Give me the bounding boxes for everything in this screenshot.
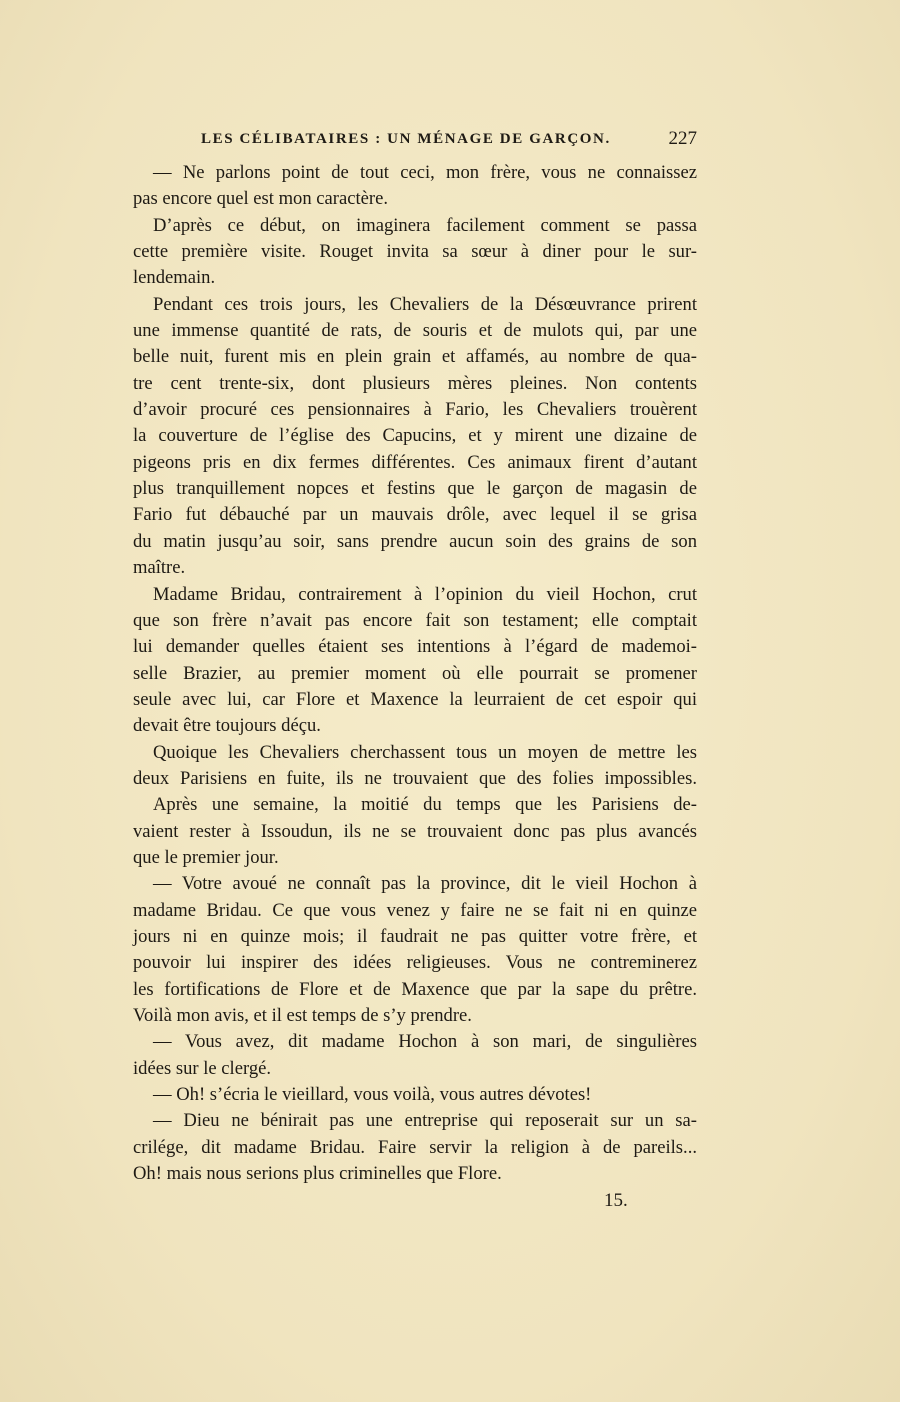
text-line: une immense quantité de rats, de souris et de mulots qui, par une <box>133 320 697 342</box>
text-line: idées sur le clergé. <box>133 1057 272 1079</box>
text-line: D’après ce début, on imaginera facilement comment se passa <box>153 214 697 236</box>
running-title: LES CÉLIBATAIRES : UN MÉNAGE DE GARÇON. <box>201 131 611 147</box>
text-line: seule avec lui, car Flore et Maxence la leurraient de cet espoir qui <box>133 688 697 710</box>
text-line: — Oh! s’écria le vieillard, vous voilà, vous autres dévotes! <box>153 1084 592 1106</box>
text-line: selle Brazier, au premier moment où elle pourrait se promener <box>133 662 697 684</box>
running-header <box>201 128 697 154</box>
text-line: Après une semaine, la moitié du temps que les Parisiens de- <box>153 794 697 816</box>
text-line: que le premier jour. <box>133 846 279 868</box>
text-line: jours ni en quinze mois; il faudrait ne pas quitter votre frère, et <box>133 925 697 947</box>
text-line: tre cent trente-six, dont plusieurs mères pleines. Non contents <box>133 372 697 394</box>
text-line: — Ne parlons point de tout ceci, mon frère, vous ne connaissez <box>153 162 697 183</box>
text-line: — Votre avoué ne connaît pas la province, dit le vieil Hochon à <box>153 873 697 895</box>
text-line: — Dieu ne bénirait pas une entreprise qui reposerait sur un sa- <box>153 1110 697 1132</box>
text-line: d’avoir procuré ces pensionnaires à Fario, les Chevaliers trouèrent <box>133 399 697 421</box>
text-line: Pendant ces trois jours, les Chevaliers de la Désœuvrance prirent <box>153 293 697 315</box>
body-text <box>133 160 697 1187</box>
text-line: pigeons pris en dix fermes différentes. Ces animaux firent d’autant <box>133 451 697 473</box>
text-line: belle nuit, furent mis en plein grain et affamés, au nombre de qua- <box>133 346 697 368</box>
text-line: pas encore quel est mon caractère. <box>133 188 389 210</box>
text-line: devait être toujours déçu. <box>133 715 321 737</box>
text-line: Quoique les Chevaliers cherchassent tous un moyen de mettre les <box>153 741 697 763</box>
text-line: la couverture de l’église des Capucins, et y mirent une dizaine de <box>133 425 697 447</box>
text-line: pouvoir lui inspirer des idées religieuses. Vous ne contreminerez <box>133 952 697 974</box>
text-line: Oh! mais nous serions plus criminelles que Flore. <box>133 1163 502 1185</box>
text-line: crilége, dit madame Bridau. Faire servir la religion à de pareils... <box>133 1136 697 1158</box>
text-line: madame Bridau. Ce que vous venez y faire ne se fait ni en quinze <box>133 899 697 921</box>
text-line: maître. <box>133 557 186 579</box>
text-line: deux Parisiens en fuite, ils ne trouvaient que des folies impossibles. <box>133 767 697 789</box>
text-line: Madame Bridau, contrairement à l’opinion du vieil Hochon, crut <box>153 583 697 605</box>
page-number: 227 <box>668 128 697 149</box>
signature-mark: 15. <box>604 1190 628 1211</box>
text-line: cette première visite. Rouget invita sa sœur à diner pour le sur- <box>133 241 697 263</box>
text-line: Fario fut débauché par un mauvais drôle, avec lequel il se grisa <box>133 504 697 526</box>
text-line: que son frère n’avait pas encore fait son testament; elle comptait <box>133 609 697 631</box>
text-line: du matin jusqu’au soir, sans prendre aucun soin des grains de son <box>133 530 697 552</box>
text-line: Voilà mon avis, et il est temps de s’y prendre. <box>133 1005 472 1026</box>
text-line: lui demander quelles étaient ses intentions à l’égard de mademoi- <box>133 636 697 658</box>
text-line: les fortifications de Flore et de Maxence que par la sape du prêtre. <box>133 978 697 1000</box>
text-line: — Vous avez, dit madame Hochon à son mari, de singulières <box>153 1031 697 1053</box>
text-line: plus tranquillement nopces et festins que le garçon de magasin de <box>133 478 697 500</box>
text-line: vaient rester à Issoudun, ils ne se trouvaient donc pas plus avancés <box>133 820 697 842</box>
text-line: lendemain. <box>133 267 216 289</box>
